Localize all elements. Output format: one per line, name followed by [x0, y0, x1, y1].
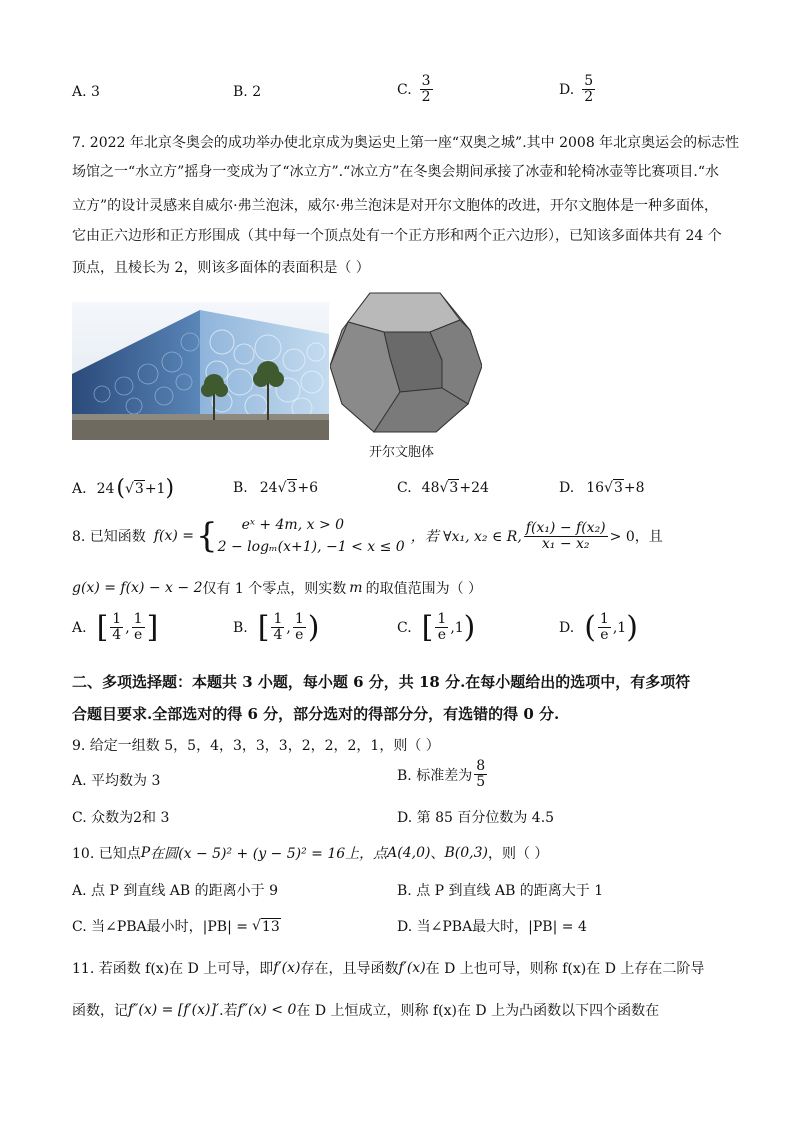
q10-intro: 10. 已知点: [72, 846, 141, 862]
second-derivative: f″(x) = [f′(x)]′: [128, 1002, 220, 1018]
option-label: D.: [559, 81, 575, 98]
q7-option-c: [397, 479, 489, 496]
q7-line: 7. 2022 年北京冬奥会的成功举办使北京成为奥运史上第一座“双奥之城”.其中 2008 年北京奥运会的标志性: [72, 135, 740, 151]
addend: +1: [144, 480, 166, 497]
q9-option-c: C. 众数为2和 3: [72, 810, 170, 826]
variable-m: m: [349, 580, 363, 596]
option-label: D.: [559, 479, 575, 496]
option-label: A.: [72, 480, 87, 497]
condition-prefix: ，若 ∀x₁, x₂ ∈ R,: [410, 529, 522, 545]
upper-bound: ,1: [612, 619, 627, 636]
difference-quotient: [524, 521, 608, 552]
sqrt-symbol: √: [251, 918, 261, 934]
fraction: [293, 612, 306, 643]
bracket: ): [626, 609, 638, 645]
q11-text: 函数，记: [72, 1003, 128, 1019]
upper-bound: ,1: [450, 619, 464, 636]
fraction: [598, 612, 611, 643]
denominator: 2: [584, 89, 594, 105]
q10-stem: [72, 843, 548, 863]
q11-text: 在 D 上恒成立，则称 f(x)在 D 上为凸函数以下四个函数在: [296, 1003, 660, 1019]
fraction: [110, 612, 123, 643]
q8-text: 仅有 1 个零点，则实数: [202, 581, 347, 597]
option-text: C. 当∠PBA最小时，|PB| =: [72, 919, 248, 935]
q8-stem-line2: [72, 578, 482, 598]
q6-option-d: [559, 74, 597, 105]
addend: +8: [623, 479, 645, 496]
denominator: 4: [112, 627, 122, 643]
section-heading: 二、多项选择题：本题共 3 小题，每小题 6 分，共 18 分.在每小题给出的选项中，有多项符: [72, 673, 691, 691]
point-p: P: [140, 845, 151, 861]
coefficient: 16: [586, 479, 605, 496]
q11-text: 在 D 上也可导，则称 f(x)在 D 上存在二阶导: [425, 961, 705, 977]
numerator: 1: [112, 611, 122, 627]
numerator: 8: [476, 758, 486, 774]
numerator: 1: [273, 611, 283, 627]
addend: +6: [297, 479, 319, 496]
denominator: 4: [273, 627, 283, 643]
coefficient: 24: [259, 479, 278, 496]
numerator: 1: [437, 611, 447, 627]
q8-option-b: B. [ $\frac{1}{4}$ , $\frac{1}{e}$ ): [233, 609, 320, 645]
denominator: 5: [476, 774, 486, 790]
point-a: A(4,0): [387, 845, 431, 861]
denominator: x₁ − x₂: [541, 535, 590, 552]
bracket: [: [96, 609, 109, 645]
sqrt-symbol: √: [439, 479, 449, 496]
option-label: B.: [233, 479, 248, 496]
bracket: ): [307, 609, 320, 645]
numerator: 3: [421, 73, 431, 89]
option-text: B. 标准差为: [397, 767, 473, 784]
paren: ): [165, 476, 175, 501]
circle-equation: 在圆(x − 5)² + (y − 5)² = 16上，点: [150, 846, 388, 862]
q9-option-b: [397, 759, 489, 790]
q11-text: 存在，且导函数: [300, 961, 399, 977]
q11-text: .若: [219, 1003, 238, 1019]
function-name: f(x) =: [153, 528, 194, 544]
bracket: (: [584, 609, 596, 645]
radicand: 3: [287, 480, 297, 496]
first-derivative: f′(x): [398, 960, 426, 976]
radicand: 3: [134, 481, 144, 497]
q8-stem-line1: [72, 514, 663, 558]
q10-option-c: [72, 916, 281, 936]
bracket: [: [421, 609, 434, 645]
q11-line1: [72, 958, 704, 978]
fraction: [582, 74, 595, 105]
radicand: 3: [449, 480, 459, 496]
coefficient: 48: [421, 479, 440, 496]
q6-option-c: [397, 74, 435, 105]
q10-end: ，则（ ）: [487, 846, 549, 862]
point-b: B(0,3): [444, 845, 488, 861]
q11-text: 11. 若函数 f(x)在 D 上可导，即: [72, 961, 274, 977]
option-label: C.: [397, 619, 412, 636]
sqrt-symbol: √: [277, 479, 287, 496]
fraction: [132, 612, 145, 643]
case-2: 2 − logₘ(x+1), −1 < x ≤ 0: [217, 539, 405, 555]
g-definition: g(x) = f(x) − x − 2: [72, 580, 203, 596]
fraction: [474, 759, 487, 790]
q8-option-a: A. [ $\frac{1}{4}$ , $\frac{1}{e}$ ]: [72, 609, 159, 645]
q7-line: 场馆之一“水立方”摇身一变成为了“冰立方”.“冰立方”在冬奥会期间承接了冰壶和轮椅冰壶等比赛项目.“水: [72, 164, 719, 180]
q9-option-d: D. 第 85 百分位数为 4.5: [397, 810, 555, 826]
option-label: B.: [233, 619, 248, 636]
q7-line: 它由正六边形和正方形围成（其中每一个顶点处有一个正方形和两个正六边形），已知该多面体共有 24 个: [72, 228, 722, 244]
denominator: e: [133, 627, 143, 643]
fraction: [435, 612, 448, 643]
numerator: f(x₁) − f(x₂): [525, 519, 606, 536]
brace: {: [196, 516, 218, 556]
q7-option-a: [72, 476, 174, 501]
q8-end: 的取值范围为（ ）: [365, 581, 483, 597]
denominator: e: [600, 627, 609, 643]
denominator: 2: [421, 89, 431, 105]
case-1: eˣ + 4m, x > 0: [241, 517, 345, 533]
option-label: C.: [397, 81, 412, 98]
figure-caption: 开尔文胞体: [369, 445, 435, 460]
coefficient: 24: [96, 480, 115, 497]
bracket: ): [463, 609, 476, 645]
q7-line: 立方”的设计灵感来自威尔·弗兰泡沫，威尔·弗兰泡沫是对开尔文胞体的改进，开尔文胞体是一种多面体，: [72, 198, 719, 214]
sqrt-symbol: √: [604, 479, 613, 496]
q6-option-b: B. 2: [233, 84, 262, 100]
denominator: e: [295, 627, 304, 643]
numerator: 1: [599, 611, 609, 627]
numerator: 1: [294, 611, 304, 627]
first-derivative: f′(x): [273, 960, 301, 976]
addend: +24: [459, 479, 489, 496]
sqrt-symbol: √: [124, 480, 134, 497]
radicand: 13: [261, 918, 280, 935]
option-label: C.: [397, 479, 412, 496]
paren: (: [116, 476, 125, 501]
numerator: 5: [584, 73, 594, 89]
fraction: [420, 74, 433, 105]
q7-option-d: [559, 479, 645, 496]
kelvin-cell-diagram: [330, 292, 482, 438]
q6-option-a: A. 3: [72, 84, 100, 100]
piecewise-cases: [218, 514, 405, 558]
q11-line2: [72, 1000, 659, 1020]
fraction: [271, 612, 284, 643]
water-cube-photo: [72, 302, 329, 440]
q7-option-b: [233, 479, 318, 496]
q10-option-b: B. 点 P 到直线 AB 的距离大于 1: [397, 883, 604, 899]
q8-option-d: [559, 609, 638, 645]
bracket: ]: [146, 609, 159, 645]
section-heading: 合题目要求.全部选对的得 6 分，部分选对的得部分分，有选错的得 0 分.: [72, 705, 560, 723]
q7-line: 顶点，且棱长为 2，则该多面体的表面积是（ ）: [72, 260, 370, 276]
option-label: D.: [559, 619, 575, 636]
condition-suffix: > 0，且: [609, 529, 663, 545]
bracket: [: [257, 609, 270, 645]
q9-stem: 9. 给定一组数 5，5，4，3，3，3，2，2，2，1，则（ ）: [72, 738, 440, 754]
q8-option-c: [397, 609, 476, 645]
q10-option-d: D. 当∠PBA最大时，|PB| = 4: [397, 919, 587, 935]
option-label: A.: [72, 619, 87, 636]
concavity-condition: f″(x) < 0: [237, 1002, 297, 1018]
q9-option-a: A. 平均数为 3: [72, 773, 161, 789]
q8-intro: 8. 已知函数: [72, 529, 146, 545]
radicand: 3: [613, 480, 623, 496]
separator: 、: [430, 846, 445, 862]
numerator: 1: [133, 611, 143, 627]
q10-option-a: A. 点 P 到直线 AB 的距离小于 9: [72, 883, 278, 899]
denominator: e: [437, 627, 446, 643]
